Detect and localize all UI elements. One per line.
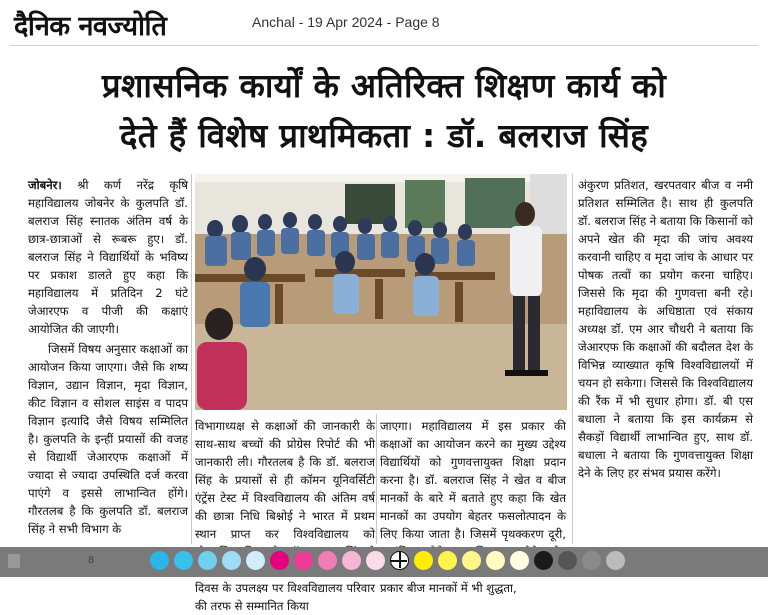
- color-swatch: [174, 551, 193, 570]
- headline-line-2: देते हैं विशेष प्राथमिकता : डॉ. बलराज सिंह: [119, 116, 649, 155]
- newspaper-masthead: दैनिक नवज्योति: [14, 11, 167, 42]
- article-column-2: विभागाध्यक्ष से कक्षाओं की जानकारी के साथ-साथ बच्चों की प्रोग्रेस रिपोर्ट की भी जानकारी ली। गौरतलब है कि डॉ. बलराज सिंह के प्रयासों से ही कॉमन यूनिवर्सिटी एंट्रेंस टेस्ट में विश्वविद्यालय की अंतिम वर्ष की छात्रा निधि बिश्नोई ने भारत में प्रथम स्थान प्राप्त कर विश्वविद्यालय को दिवस के उपलक्ष्य पर विश्वविद्यालय परिवार की तरफ से सम्मानित किया: [195, 419, 375, 613]
- article-paragraph-1: [28, 176, 188, 338]
- color-swatch: [198, 551, 217, 570]
- classroom-photo: [195, 174, 567, 410]
- color-swatch: [222, 551, 241, 570]
- color-swatch: [246, 551, 265, 570]
- color-swatch: [318, 551, 337, 570]
- color-swatch: [342, 551, 361, 570]
- color-swatch: [294, 551, 313, 570]
- article-paragraph-2: जिसमें विषय अनुसार कक्षाओं का आयोजन किया जाएगा। जैसे कि शष्य विज्ञान, उद्यान विज्ञान, मृदा विज्ञान, कीट विज्ञान व सोशल साइंस व पादप विज्ञान इत्यादि जैसे विषय सम्मिलित है। कुलपति के इन्हीं प्रयासों की वजह से विद्यार्थी जेआरएफ कक्षाओं में ज्यादा से ज्यादा उपस्थिति दर्ज करवा पाएंगे व इससे लाभान्वित होंगे। गौरतलब है कि कुलपति डॉ. बलराज सिंह ने सभी विभाग के: [28, 342, 188, 536]
- color-swatch: [606, 551, 625, 570]
- column-divider: [191, 174, 192, 544]
- article-text: श्री कर्ण नरेंद्र कृषि महाविद्यालय जोबनेर के कुलपति डॉ. बलराज सिंह स्नातक अंतिम वर्ष के छात्र-छात्राओं से रूबरू हुए। डॉ. बलराज सिंह ने विद्यार्थियों के भविष्य पर प्रकाश डालते हुए कहा कि महाविद्यालय में प्रतिदिन 2 घंटे जेआरएफ व पीजी की कक्षाएं आयोजित की जाएगी।: [28, 178, 189, 336]
- article-column-4: अंकुरण प्रतिशत, खरपतवार बीज व नमी प्रतिशत सम्मिलित है। साथ ही कुलपति डॉ. बलराज सिंह ने बताया कि किसानों को अपने खेत की मृदा की जांच अवश्य करवानी चाहिए व मृदा जांच के आधार पर पोषक तत्वों का प्रयोग करना चाहिए। जिससे कि मृदा की गुणवत्ता बनी रहे। महाविद्यालय के अधिष्ठाता एवं संकाय अध्यक्ष डॉ. एम आर चौधरी ने बताया कि जेआरएफ कि कक्षाओं की बदौलत देश के विभिन्न व्याख्यात कृषि विश्वविद्यालयों में चयन हो सकेगा। जिससे कि विश्वविद्यालय की रैंक में भी सुधार होगा। डॉ. बी एस बधाला ने बताया कि इस कार्यक्रम से सैकड़ों विद्यार्थी लाभान्वित हुए, साथ डॉ. बधाला ने बताया कि गुणवत्तायुक्त शिक्षा देने के लिए हर संभव प्रयास करेंगे।: [578, 178, 753, 480]
- column-divider: [572, 174, 573, 544]
- color-swatch: [150, 551, 169, 570]
- page-number: 8: [88, 555, 95, 566]
- color-swatch: [366, 551, 385, 570]
- dateline: जोबनेर।: [28, 178, 62, 192]
- color-swatch: [462, 551, 481, 570]
- color-swatch: [510, 551, 529, 570]
- color-swatch: [270, 551, 289, 570]
- color-swatch: [414, 551, 433, 570]
- color-swatch: [558, 551, 577, 570]
- classroom-photo-illustration: [195, 174, 567, 410]
- top-divider: [10, 45, 758, 46]
- color-swatch: [438, 551, 457, 570]
- color-swatch: [534, 551, 553, 570]
- article-column-3: जाएगा। महाविद्यालय में इस प्रकार की कक्षाओं का आयोजन करने का मुख्य उद्देश्य विद्यार्थियों को गुणवत्तायुक्त शिक्षा प्रदान करना है। डॉ. बलराज सिंह ने खेत व बीज मानकों के बारे में बताते हुए कहा कि खेत मानकों का उपयोग बेहतर फसलोत्पादन के लिए किया जाता है। जिसमें पृथक्करण दूरी, प्रकार बीज मानकों में भी शुद्धता,: [380, 419, 566, 595]
- column-divider: [376, 414, 377, 544]
- edition-info: Anchal - 19 Apr 2024 - Page 8: [252, 14, 440, 30]
- headline-line-1: प्रशासनिक कार्यों के अतिरिक्त शिक्षण कार्य को: [101, 66, 667, 105]
- article-column-1: [28, 176, 188, 538]
- color-swatch: [486, 551, 505, 570]
- print-color-swatches: [0, 551, 768, 573]
- registration-mark-icon: [390, 551, 409, 570]
- color-swatch: [582, 551, 601, 570]
